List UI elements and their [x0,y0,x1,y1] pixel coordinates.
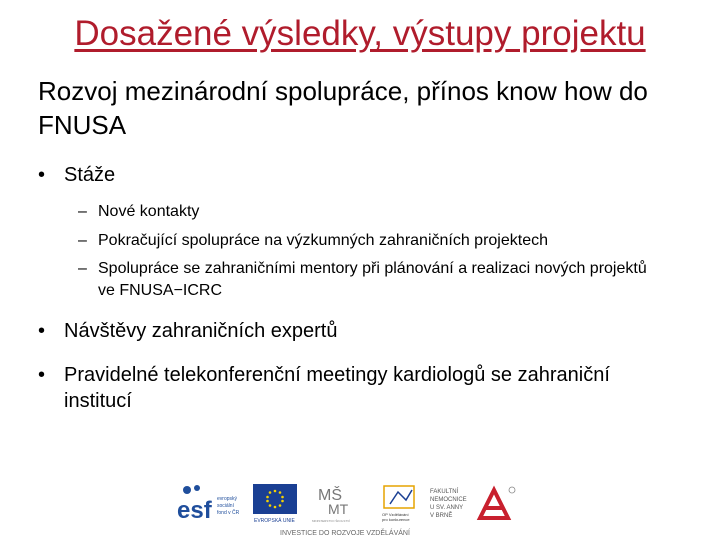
svg-text:MT: MT [328,501,349,517]
subbullet-text: Spolupráce se zahraničními mentory při plánování a realizaci nových projektů ve FNUSA−ICRC [98,260,647,299]
slide-subtitle: Rozvoj mezinárodní spolupráce, přínos know how do FNUSA [38,76,648,140]
msmt-logo [310,482,370,524]
dash-marker: – [78,260,87,277]
slide-title: Dosažené výsledky, výstupy projektu [74,14,646,53]
footer-logos [175,482,520,540]
bullet-text: Pravidelné telekonferenční meetingy kardiologů se zahraniční institucí [64,364,610,412]
fnusa-logo [430,484,518,524]
esf-logo [175,482,247,524]
bullet-dot: • [38,164,46,186]
svg-text:U SV. ANNY: U SV. ANNY [430,505,464,511]
svg-text:OP Vzdělávání: OP Vzdělávání [382,512,409,517]
svg-text:fond v ČR: fond v ČR [217,510,240,516]
subbullet-2 [78,230,678,252]
svg-text:FAKULTNÍ: FAKULTNÍ [430,489,459,495]
bullet-staze [38,162,115,188]
subbullet-3 [78,258,668,302]
svg-text:evropský: evropský [217,496,238,502]
dash-marker: – [78,203,87,220]
bullet-navstevy [38,318,337,344]
bullet-dot: • [38,320,46,342]
svg-text:NEMOCNICE: NEMOCNICE [430,497,467,503]
subbullet-text: Nové kontakty [98,203,200,220]
bullet-dot: • [38,364,46,386]
svg-text:pro konkurence: pro konkurence [382,517,410,522]
bullet-text: Návštěvy zahraničních expertů [64,320,338,342]
svg-text:esf: esf [177,497,212,524]
svg-text:V BRNĚ: V BRNĚ [430,513,453,519]
footer-caption: INVESTICE DO ROZVOJE VZDĚLÁVÁNÍ [280,530,410,537]
svg-text:EVROPSKÁ UNIE: EVROPSKÁ UNIE [254,518,295,524]
eu-flag-logo [253,484,297,524]
subbullet-text: Pokračující spolupráce na výzkumných zahraničních projektech [98,232,548,249]
dash-marker: – [78,232,87,249]
op-vk-logo [380,484,424,524]
subbullet-1 [78,201,678,223]
svg-text:MINISTERSTVO ŠKOLSTVÍ: MINISTERSTVO ŠKOLSTVÍ [312,519,351,523]
bullet-telekonference [38,362,638,414]
svg-text:sociální: sociální [217,503,234,509]
svg-text:MŠ: MŠ [318,487,342,504]
bullet-text: Stáže [64,164,116,186]
